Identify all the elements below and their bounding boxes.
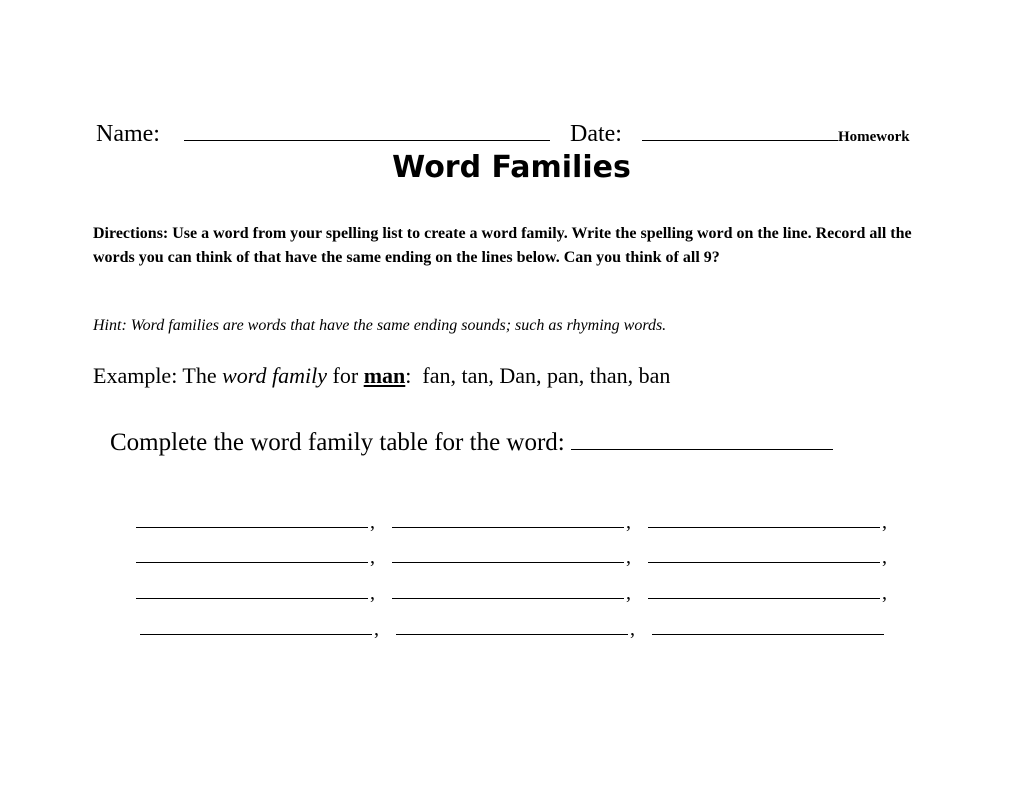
- comma: ,: [882, 582, 887, 604]
- date-label: Date:: [569, 121, 622, 147]
- comma: ,: [370, 582, 375, 604]
- grid-row-4: [0, 613, 1023, 643]
- comma: ,: [630, 618, 635, 640]
- example-key-word: man: [363, 363, 406, 388]
- grid-row-3: [0, 577, 1023, 607]
- complete-prompt-row: [110, 427, 833, 457]
- example-line: [93, 363, 670, 389]
- example-for: for: [332, 363, 359, 388]
- date-blank-line[interactable]: [642, 118, 838, 141]
- directions-text: Directions: Use a word from your spelling list to create a word family. Write the spelling word on the line. Record all the words you can think of that have the same ending on the lines below. Can you think of all 9?: [93, 225, 912, 266]
- hint-text: Hint: Word families are words that have the same ending sounds; such as rhyming words.: [93, 317, 667, 334]
- header-row: [96, 118, 910, 148]
- complete-prompt-text: Complete the word family table for the word:: [110, 429, 565, 456]
- name-blank-line[interactable]: [184, 118, 550, 141]
- comma: ,: [882, 511, 887, 533]
- comma: ,: [626, 546, 631, 568]
- target-word-blank-line[interactable]: [571, 427, 833, 450]
- comma: ,: [370, 546, 375, 568]
- example-colon: :: [405, 363, 412, 388]
- grid-row-1: [0, 506, 1023, 536]
- page-title: Word Families: [392, 150, 631, 185]
- comma: ,: [370, 511, 375, 533]
- homework-label: Homework: [837, 129, 910, 145]
- comma: ,: [882, 546, 887, 568]
- comma: ,: [374, 618, 379, 640]
- example-word-family: word family: [222, 363, 328, 388]
- comma: ,: [626, 511, 631, 533]
- example-words: fan, tan, Dan, pan, than, ban: [422, 363, 671, 388]
- example-prefix: Example: The: [93, 363, 217, 388]
- comma: ,: [626, 582, 631, 604]
- name-label: Name:: [96, 121, 160, 147]
- grid-row-2: [0, 541, 1023, 571]
